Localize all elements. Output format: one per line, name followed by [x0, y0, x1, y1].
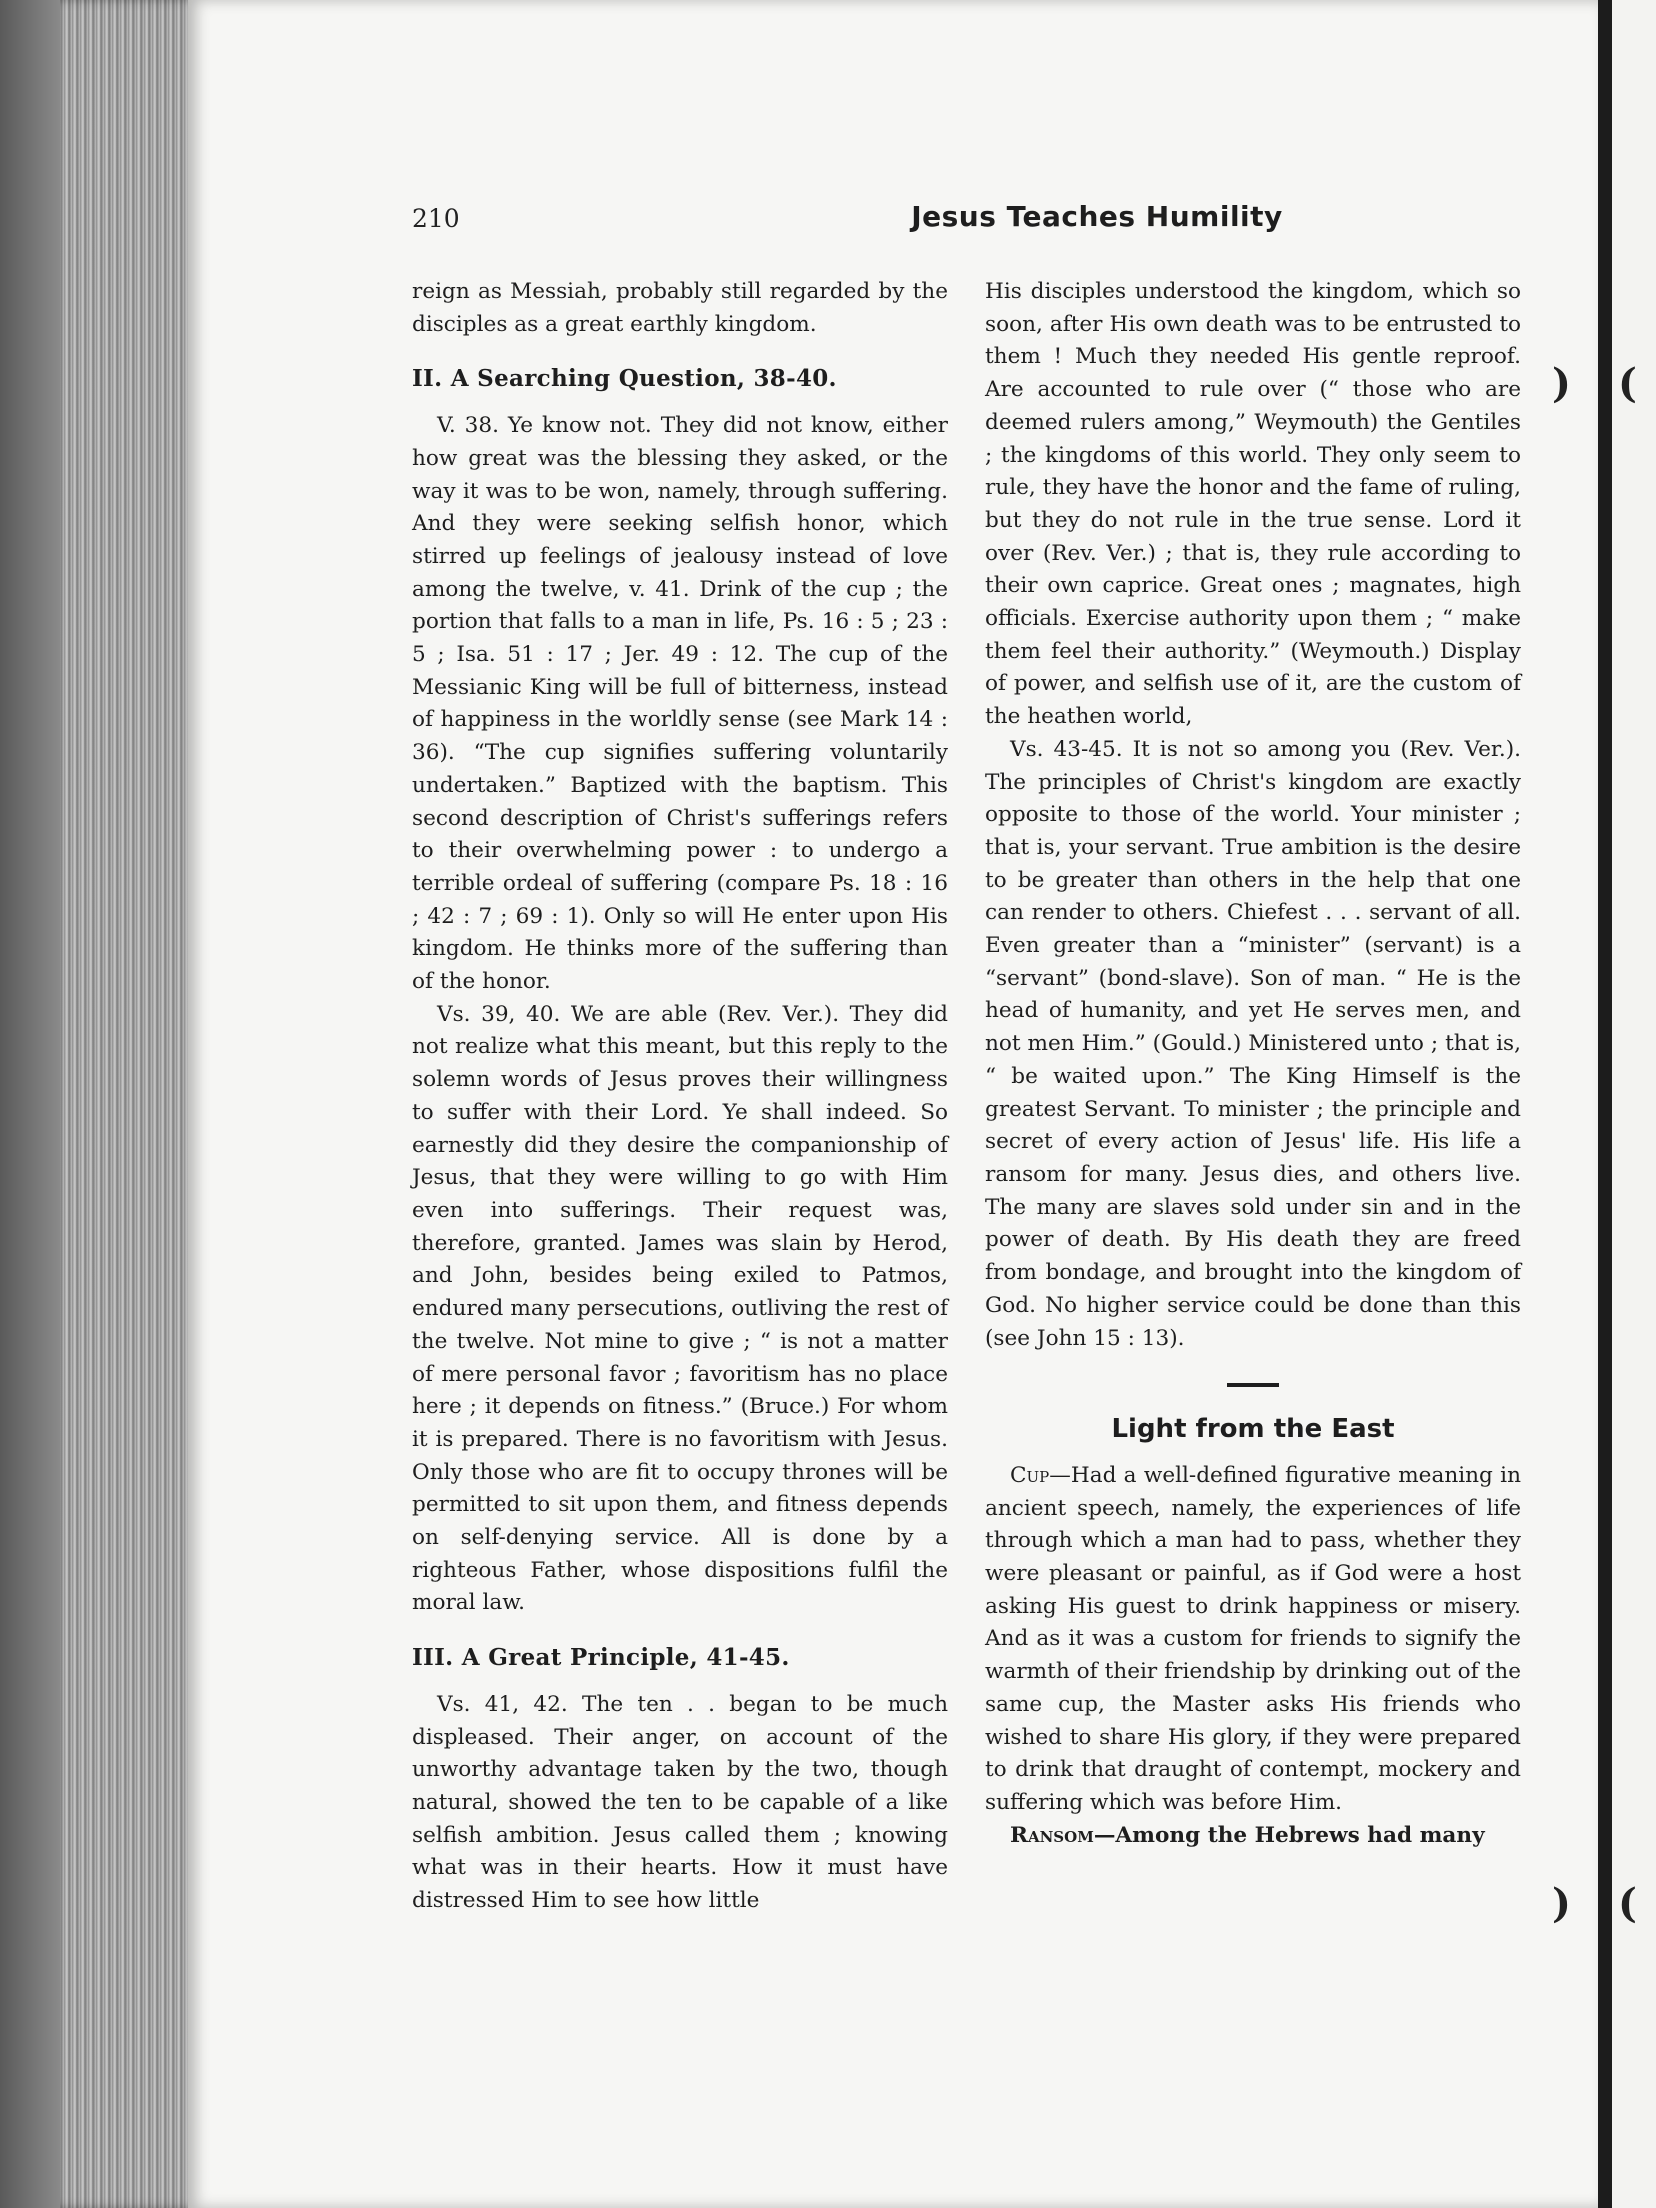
section-heading: III. A Great Principle, 41-45. [412, 1644, 790, 1672]
paragraph [985, 1820, 1521, 1853]
lead-term: Ransom [1010, 1822, 1094, 1848]
paragraph: Vs. 43-45. It is not so among you (Rev. Ver.). The principles of Christ's kingdom are exactly opposite to those of the world. Your minister ; that is, your servant. True ambition is the desire to be greater than others in the help that one can render to others. Chiefest . . . servant of all. Even greater than a “minister” (servant) is a “servant” (bond-slave). Son of man. “ He is the head of humanity, and yet He serves men, and not men Him.” (Gould.) Ministered unto ; that is, “ be waited upon.” The King Himself is the greatest Servant. To minister ; the principle and secret of every action of Jesus' life. His life a ransom for many. Jesus dies, and others live. The many are slaves sold under sin and in the power of death. By His death they are freed from bondage, and brought into the kingdom of God. No higher service could be done than this (see John 15 : 13). [985, 736, 1521, 1351]
paragraph: Vs. 41, 42. The ten . . began to be much displeased. Their anger, on account of the unworthy advantage taken by the two, though natural, showed the ten to be capable of a like selfish ambition. Jesus called them ; knowing what was in their hearts. How it must have distressed Him to see how little [412, 1691, 948, 1914]
margin-mark-icon: ( [1618, 360, 1637, 407]
section-heading: Light from the East [1111, 1414, 1395, 1445]
book-page-edges [0, 0, 200, 2208]
paragraph-text: —Had a well-defined figurative meaning in ancient speech, namely, the experiences of life through which a man had to pass, whether they were pleasant or painful, as if God were a host asking His guest to drink happiness or misery. And as it was a custom for friends to signify the warmth of their friendship by drinking out of the same cup, the Master asks His friends who wished to share His glory, if they were prepared to drink that draught of contempt, mockery and suffering which was before Him. [985, 1462, 1521, 1815]
paragraph [985, 1460, 1521, 1820]
paragraph: His disciples understood the kingdom, which so soon, after His own death was to be entrusted to them ! Much they needed His gentle reproof. Are accounted to rule over (“ those who are deemed rulers among,” Weymouth) the Gentiles ; the kingdoms of this world. They only seem to rule, they have the honor and the fame of ruling, but they do not rule in the true sense. Lord it over (Rev. Ver.) ; that is, they rule according to their own caprice. Great ones ; magnates, high officials. Exercise authority upon them ; “ make them feel their authority.” (Weymouth.) Display of power, and selfish use of it, are the custom of the heathen world, [985, 279, 1521, 730]
running-title: Jesus Teaches Humility [911, 200, 1283, 233]
page-header [412, 200, 1522, 250]
paragraph-text: —Among the Hebrews had many [1093, 1822, 1485, 1848]
section-heading: II. A Searching Question, 38-40. [412, 365, 837, 393]
binding-mark-icon: ) [1552, 1880, 1571, 1927]
section-divider [1227, 1383, 1279, 1387]
left-column [412, 276, 948, 1918]
binding-mark-icon: ) [1552, 360, 1571, 407]
paragraph: reign as Messiah, probably still regarded by the disciples as a great earthly kingdom. [412, 279, 948, 337]
facing-page-edge [1598, 0, 1656, 2208]
page-number: 210 [412, 204, 460, 233]
margin-mark-icon: ( [1618, 1880, 1637, 1927]
paragraph: Vs. 39, 40. We are able (Rev. Ver.). They did not realize what this meant, but this reply to the solemn words of Jesus proves their willingness to suffer with their Lord. Ye shall indeed. So earnestly did they desire the companionship of Jesus, that they were willing to go with Him even into sufferings. Their request was, therefore, granted. James was slain by Herod, and John, besides being exiled to Patmos, endured many persecutions, outliving the rest of the twelve. Not mine to give ; “ is not a matter of mere personal favor ; favoritism has no place here ; it depends on fitness.” (Bruce.) For whom it is prepared. There is no favoritism with Jesus. Only those who are fit to occupy thrones will be permitted to sit upon them, and fitness depends on self-denying service. All is done by a righteous Father, whose dispositions fulfil the moral law. [412, 1001, 948, 1616]
paragraph: V. 38. Ye know not. They did not know, either how great was the blessing they asked, or the way it was to be won, namely, through suffering. And they were seeking selfish honor, which stirred up feelings of jealousy instead of love among the twelve, v. 41. Drink of the cup ; the portion that falls to a man in life, Ps. 16 : 5 ; 23 : 5 ; Isa. 51 : 17 ; Jer. 49 : 12. The cup of the Messianic King will be full of bitterness, instead of happiness in the worldly sense (see Mark 14 : 36). “The cup signifies suffering voluntarily undertaken.” Baptized with the baptism. This second description of Christ's sufferings refers to their overwhelming power : to undergo a terrible ordeal of suffering (compare Ps. 18 : 16 ; 42 : 7 ; 69 : 1). Only so will He enter upon His kingdom. He thinks more of the suffering than of the honor. [412, 413, 948, 995]
lead-term: Cup [1010, 1462, 1050, 1488]
right-column [985, 276, 1521, 1852]
